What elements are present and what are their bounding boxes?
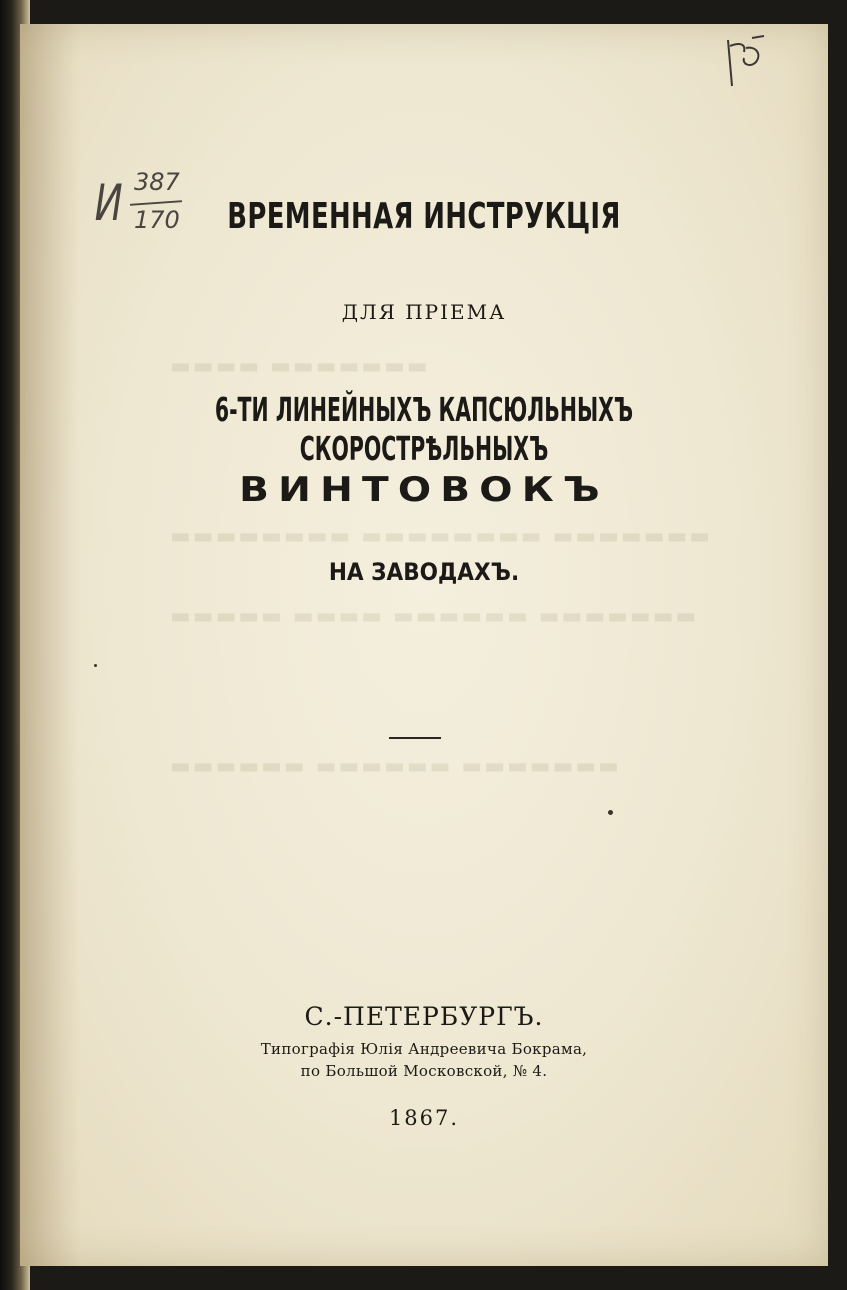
ink-speck xyxy=(94,664,97,667)
imprint-city: С.-ПЕТЕРБУРГЪ. xyxy=(304,1002,544,1031)
shelfmark-number-bottom: 170 xyxy=(134,206,180,234)
document-subtitle: ДЛЯ ПРІЕМА xyxy=(341,300,507,324)
ink-speck xyxy=(608,810,613,815)
shelfmark-fraction-line xyxy=(130,200,182,206)
shelfmark-number-top: 387 xyxy=(134,168,180,196)
imprint-address: по Большой Московской, № 4. xyxy=(300,1062,548,1080)
document-title: ВРЕМЕННАЯ ИНСТРУКЦІЯ xyxy=(227,196,621,237)
document-title-line-vintovok: ВИНТОВОКЪ xyxy=(239,470,609,510)
bleed-through-text: ▬▬▬▬ ▬▬▬▬▬▬▬ xyxy=(170,354,430,379)
section-divider xyxy=(389,737,441,739)
imprint-year: 1867. xyxy=(388,1106,460,1130)
document-title-line-rifles: 6-ТИ ЛИНЕЙНЫХЪ КАПСЮЛЬНЫХЪ СКОРОСТРѢЛЬНЫХЪ xyxy=(214,390,634,468)
imprint-printer: Типографія Юлія Андреевича Бокрама, xyxy=(260,1040,588,1058)
pencil-corner-mark xyxy=(722,32,772,92)
bleed-through-text: ▬▬▬▬▬▬ ▬▬▬▬▬▬ ▬▬▬▬▬▬▬ xyxy=(170,754,621,779)
document-title-line-factories: НА ЗАВОДАХЪ. xyxy=(328,558,520,586)
shelfmark-letter: И xyxy=(94,174,123,232)
bleed-through-text: ▬▬▬▬▬▬▬▬ ▬▬▬▬▬▬▬▬ ▬▬▬▬▬▬▬ xyxy=(170,524,713,549)
bleed-through-text: ▬▬▬▬▬ ▬▬▬▬ ▬▬▬▬▬▬ ▬▬▬▬▬▬▬ xyxy=(170,604,699,629)
handwritten-shelfmark xyxy=(90,168,190,248)
